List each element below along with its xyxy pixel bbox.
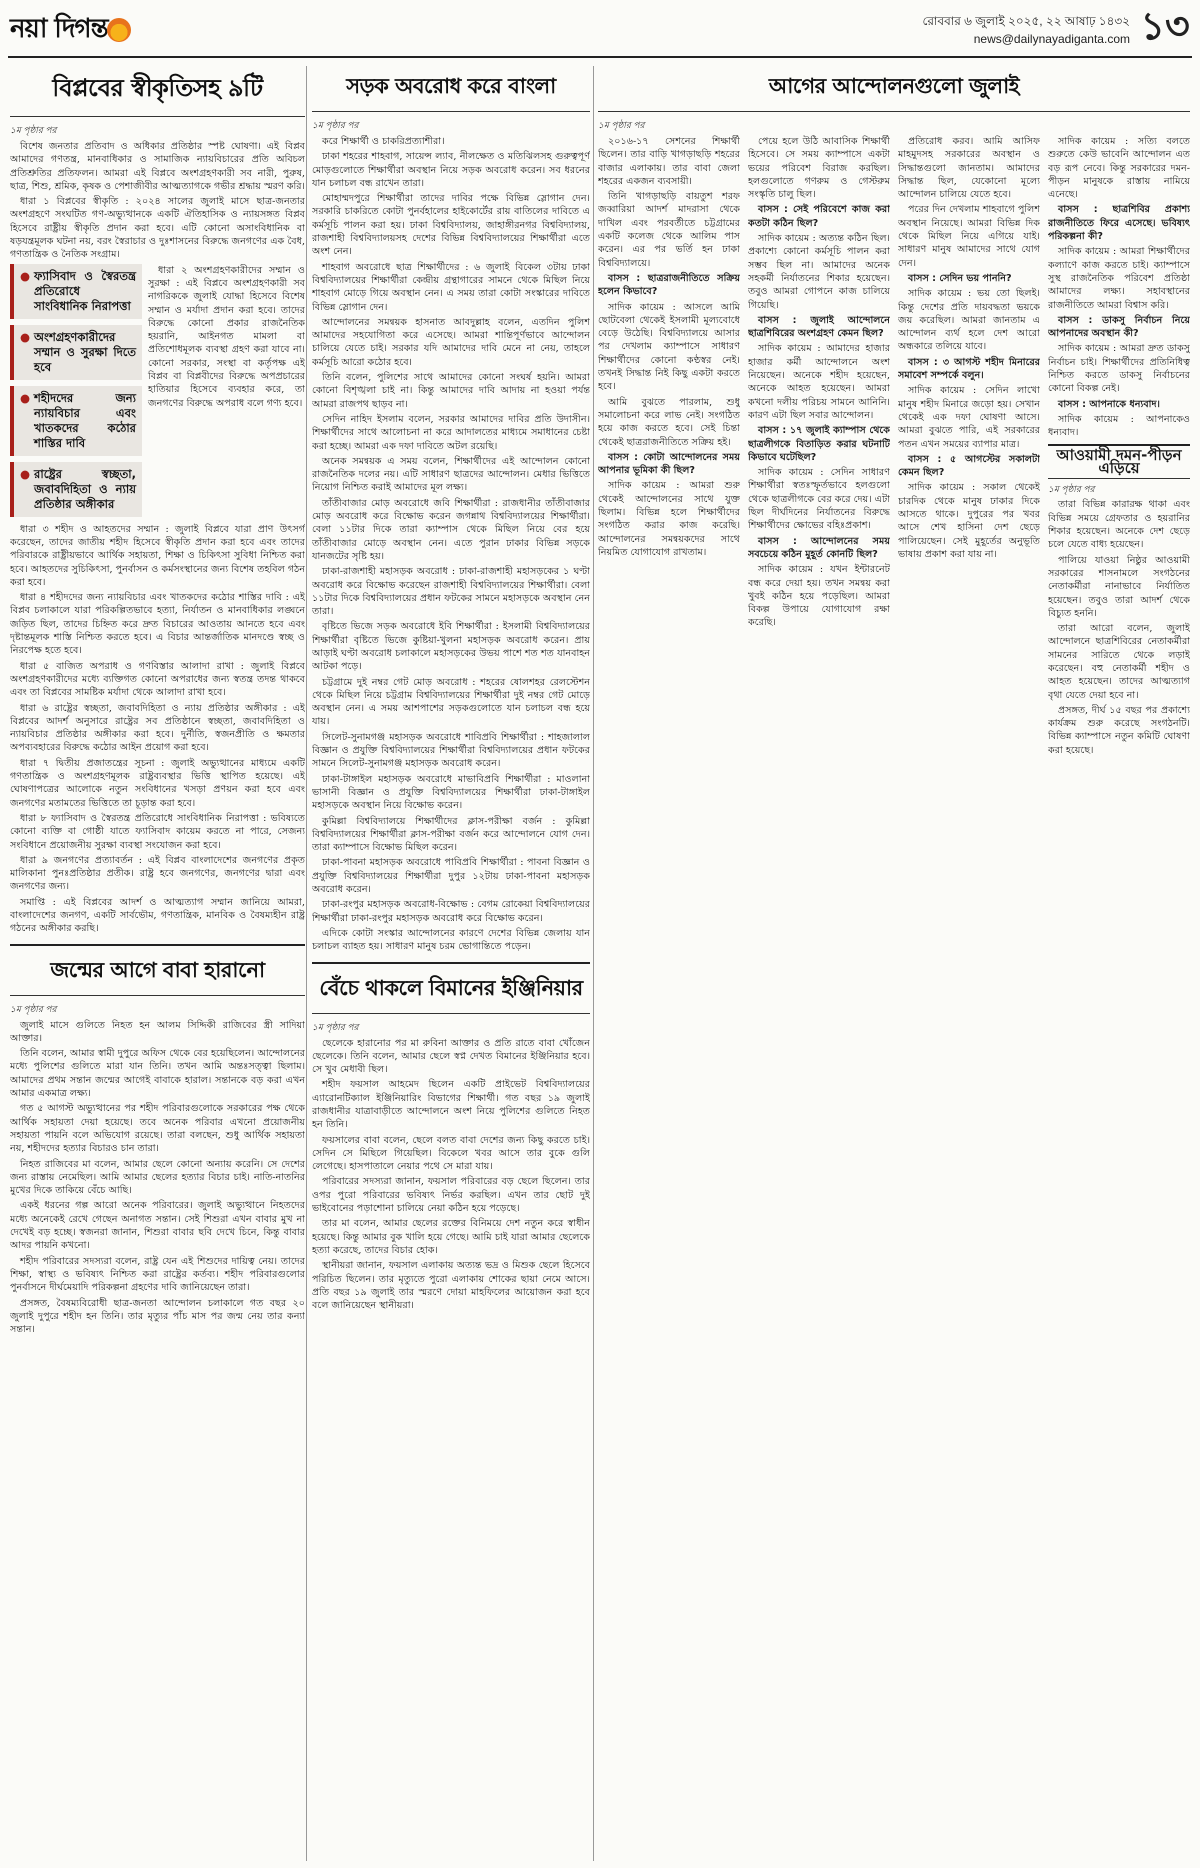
paragraph: ঢাকা শহরের শাহবাগ, সায়েন্স ল্যাব, নীলক্ষেত ও মতিঝিলসহ গুরুত্বপূর্ণ মোড়গুলোতে শিক্ষার্থীরা অবস্থান নিয়ে সড়ক অবরোধ করেন। সব ধরনের যান চলাচল বন্ধ রাখেন তারা। (312, 151, 590, 189)
answer: সাদিক কায়েম : আসলে আমি ছোটবেলা থেকেই ইসলামী মূল্যবোধে বেড়ে উঠেছি। বিশ্ববিদ্যালয়ে আসার পর দেখলাম ক্যাম্পাসে সাধারণ শিক্ষার্থীদের কোনো কণ্ঠস্বর নেই। তখনই সিদ্ধান্ত নিই কিছু একটা করতে হবে। (598, 301, 740, 393)
paragraph: প্রতিরোধ করব। আমি আসিফ মাহমুদসহ সরকারের অবস্থান ও সিদ্ধান্তগুলো জানতাম। আমাদের সিদ্ধান্ত ছিল, যেকোনো মূল্যে আন্দোলন চালিয়ে যেতে হবে। (898, 136, 1040, 201)
paragraph: স্থানীয়রা জানান, ফয়সাল এলাকায় অত্যন্ত ভদ্র ও মিশুক ছেলে হিসেবে পরিচিত ছিলেন। তার মৃত্যুতে পুরো এলাকায় শোকের ছায়া নেমে আসে। প্রতি বছর ১৯ জুলাই তার স্মরণে দোয়া মাহফিলের আয়োজন করা হবে বলে জানিয়েছেন স্থানীয়রা। (312, 1260, 590, 1312)
column-divider (306, 66, 307, 1861)
continuation-note: ১ম পৃষ্ঠার পর (312, 1021, 359, 1032)
paragraph: শাহবাগ অবরোধে ছাত্র শিক্ষার্থীদের : ৬ জুলাই বিকেল ৩টায় ঢাকা বিশ্ববিদ্যালয়ের শিক্ষার্থীরা কেন্দ্রীয় গ্রন্থাগারের সামনে থেকে মিছিল নিয়ে শাহবাগ মোড়ে গিয়ে অবস্থান নেন। এ সময় তারা কোটা সংস্কারের দাবিতে বিভিন্ন স্লোগান দেন। (312, 261, 590, 313)
article-earlier-movements (598, 66, 1190, 133)
highlight-item: ● রাষ্ট্রের স্বচ্ছতা, জবাবদিহিতা ও ন্যায় প্রতিষ্ঠার অঙ্গীকার (10, 462, 142, 517)
paragraph: অনেক সমন্বয়ক এ সময় বলেন, শিক্ষার্থীদের এই আন্দোলন কোনো রাজনৈতিক দলের নয়। এটি সাধারণ ছাত্রদের আন্দোলন। মেধার ভিত্তিতে নিয়োগ নিশ্চিত করাই আমাদের মূল লক্ষ্য। (312, 455, 590, 494)
question: বাসস : জুলাই আন্দোলনে ছাত্রশিবিরের অংশগ্রহণ কেমন ছিল? (748, 314, 890, 340)
paragraph: কুমিল্লা বিশ্ববিদ্যালয়ে শিক্ষার্থীদের ক্লাস-পরীক্ষা বর্জন : কুমিল্লা বিশ্ববিদ্যালয়ের শিক্ষার্থীরা ক্লাস-পরীক্ষা বর্জন করে আন্দোলনে যোগ দেন। তারা ক্যাম্পাসে বিক্ষোভ মিছিল করেন। (312, 815, 590, 854)
bullet-icon: ● (20, 329, 31, 344)
interview-column (1048, 135, 1190, 759)
question: বাসস : আপনাকে ধন্যবাদ। (1058, 398, 1160, 410)
logo-text: নয়া দিগন্ত (10, 14, 108, 44)
bullet-icon: ● (20, 268, 31, 283)
paragraph: ঢাকা-টাঙ্গাইল মহাসড়ক অবরোধে মাভাবিপ্রবি শিক্ষার্থীরা : মাওলানা ভাসানী বিজ্ঞান ও প্রযুক্তি বিশ্ববিদ্যালয়ের শিক্ষার্থীরা ঢাকা-টাঙ্গাইল মহাসড়কে অবস্থান নিয়ে বিক্ষোভ করেন। (312, 773, 590, 812)
interview-columns (598, 135, 1190, 759)
paragraph: বিশেষ জনতার প্রতিবাদ ও অধিকার প্রতিষ্ঠার স্পষ্ট ঘোষণা। এই বিপ্লব আমাদের গণতন্ত্র, মানবাধিকার ও সামাজিক ন্যায়বিচারের প্রতি অবিচল প্রতিশ্রুতির প্রতিফলন। আমরা এই বিপ্লবে অংশগ্রহণকারী সব নারী, পুরুষ, ছাত্র, শিশু, শ্রমিক, কৃষক ও পেশাজীবীর আত্মত্যাগকে গভীর শ্রদ্ধায় স্মরণ করি। (10, 141, 305, 192)
paragraph: শহীদ পরিবারের সদস্যরা বলেন, রাষ্ট্র যেন এই শিশুদের দায়িত্ব নেয়। তাদের শিক্ষা, স্বাস্থ্য ও ভবিষ্যৎ নিশ্চিত করা রাষ্ট্রের কর্তব্য। শহীদ পরিবারগুলোর পুনর্বাসনে দীর্ঘমেয়াদি পরিকল্পনা গ্রহণের দাবি জানিয়েছেন তারা। (10, 1255, 305, 1294)
masthead (0, 0, 1200, 66)
paragraph: ধারা ৭ দ্বিতীয় প্রজাতন্ত্রের সূচনা : জুলাই অভ্যুত্থানের মাধ্যমে একটি গণতান্ত্রিক ও অংশগ্রহণমূলক রাষ্ট্রব্যবস্থার ভিত্তি স্থাপিত হয়েছে। এই ঘোষণাপত্রের আলোকে নতুন সংবিধানের খসড়া প্রণয়ন করা হবে এবং জনগণের মতামতের ভিত্তিতে তা চূড়ান্ত করা হবে। (10, 757, 305, 809)
paragraph: তার মা বলেন, আমার ছেলের রক্তের বিনিময়ে দেশ নতুন করে স্বাধীন হয়েছে। কিন্তু আমার বুক খালি হয়ে গেছে। আমি চাই যারা আমার ছেলেকে হত্যা করেছে, তাদের বিচার হোক। (312, 1218, 590, 1256)
answer: সাদিক কায়েম : ভয় তো ছিলই। কিন্তু দেশের প্রতি দায়বদ্ধতা ভয়কে জয় করেছিল। আমরা জানতাম এ আন্দোলন ব্যর্থ হলে দেশ আরো অন্ধকারে তলিয়ে যাবে। (898, 288, 1040, 353)
paragraph: পরের দিন দেখলাম শাহবাগে পুলিশ অবস্থান নিয়েছে। আমরা বিভিন্ন দিক থেকে মিছিল নিয়ে এগিয়ে যাই। সাধারণ মানুষ আমাদের সাথে যোগ দেন। (898, 204, 1040, 269)
paragraph: শহীদ ফয়সাল আহমেদ ছিলেন একটি প্রাইভেট বিশ্ববিদ্যালয়ের এ্যারোনটিক্যাল ইঞ্জিনিয়ারিং বিভাগের শিক্ষার্থী। গত বছর ১৯ জুলাই রাজধানীর যাত্রাবাড়ীতে আন্দোলনে অংশ নিয়ে পুলিশের গুলিতে নিহত হন তিনি। (312, 1079, 590, 1131)
article-aircraft-engineer (312, 968, 590, 1313)
sun-icon (107, 18, 131, 42)
paragraph: ধারা ৬ রাষ্ট্রের স্বচ্ছতা, জবাবদিহিতা ও ন্যায় প্রতিষ্ঠার অঙ্গীকার : এই বিপ্লবের আদর্শ অনুসারে রাষ্ট্রের সব প্রতিষ্ঠানে স্বচ্ছতা, জবাবদিহিতা ও ন্যায়বিচার প্রতিষ্ঠার অঙ্গীকার করা হবে। দুর্নীতি, স্বজনপ্রীতি ও ক্ষমতার অপব্যবহারের বিরুদ্ধে কঠোর আইন প্রয়োগ করা হবে। (10, 702, 305, 754)
question: বাসস : আন্দোলনের সময় সবচেয়ে কঠিন মুহূর্ত কোনটি ছিল? (748, 535, 890, 560)
paragraph: ধারা ৮ ফ্যাসিবাদ ও স্বৈরতন্ত্র প্রতিরোধে সাংবিধানিক নিরাপত্তা : ভবিষ্যতে কোনো ব্যক্তি বা গোষ্ঠী যাতে ফ্যাসিবাদ কায়েম করতে না পারে, সেজন্য সংবিধানে প্রয়োজনীয় সুরক্ষা ব্যবস্থা সংযোজন করা হবে। (10, 812, 305, 851)
article-road-blockade (312, 66, 590, 954)
paragraph: তিনি খাগড়াছড়ি বায়তুশ শরফ জব্বারিয়া আদর্শ মাদরাসা থেকে দাখিল এবং পরবর্তীতে চট্টগ্রামের একটি কলেজ থেকে আলিম পাস করেন। এর পর ভর্তি হন ঢাকা বিশ্ববিদ্যালয়ে। (598, 191, 740, 269)
paragraph: নিহত রাজিবের মা বলেন, আমার ছেলে কোনো অন্যায় করেনি। সে দেশের জন্য রাস্তায় নেমেছিল। আমি আমার ছেলের হত্যার বিচার চাই। নাতি-নাতনির মুখের দিকে তাকিয়ে বেঁচে আছি। (10, 1158, 305, 1197)
question: বাসস : ১৭ জুলাই ক্যাম্পাস থেকে ছাত্রলীগকে বিতাড়িত করার ঘটনাটি কিভাবে ঘটেছিল? (748, 425, 890, 463)
article-headline[interactable]: জন্মের আগে বাবা হারানো (10, 950, 305, 996)
newspaper-logo[interactable] (10, 8, 135, 52)
article-separator (10, 944, 305, 946)
paragraph: করে শিক্ষার্থী ও চাকরিপ্রত্যাশীরা। (322, 136, 445, 147)
column-1 (10, 66, 305, 1861)
article-body (10, 140, 305, 936)
highlight-item: ● শহীদদের জন্য ন্যায়বিচার এবং খাতকদের কঠোর শাস্তির দাবি (10, 386, 142, 456)
paragraph: ঢাকা-রাজশাহী মহাসড়ক অবরোধ : ঢাকা-রাজশাহী মহাসড়কের ১ ঘণ্টা অবরোধ করে বিক্ষোভ করেছেন রাজশাহী বিশ্ববিদ্যালয়ের শিক্ষার্থীরা। বেলা ১১টার দিকে বিশ্ববিদ্যালয়ের প্রধান ফটকের সামনে মহাসড়কে অবস্থান নেন তারা। (312, 566, 590, 618)
question: বাসস : ৫ আগস্টের সকালটা কেমন ছিল? (898, 453, 1040, 479)
answer: সাদিক কায়েম : আমরা শুরু থেকেই আন্দোলনের সাথে যুক্ত ছিলাম। বিভিন্ন হলে শিক্ষার্থীদের সংগঠিত করার কাজ করেছি। আন্দোলনের সমন্বয়কদের সাথে নিয়মিত যোগাযোগ রাখতাম। (598, 480, 740, 558)
article-headline[interactable]: বেঁচে থাকলে বিমানের ইঞ্জিনিয়ার (312, 968, 590, 1014)
paragraph: একই ধরনের গল্প আরো অনেক পরিবারের। জুলাই অভ্যুত্থানে নিহতদের মধ্যে অনেকেই রেখে গেছেন অনাগত সন্তান। সেই শিশুরা এখন বাবার মুখ না দেখেই বড় হচ্ছে। স্বজনরা জানান, শিশুরা বাবার ছবি দেখে চিনে, কিন্তু বাবার আদর পায়নি কখনো। (10, 1200, 305, 1252)
masthead-rule (8, 56, 1192, 58)
answer: সাদিক কায়েম : আমাদের হাজার হাজার কর্মী আন্দোলনে অংশ নিয়েছেন। অনেকে শহীদ হয়েছেন, অনেকে আহত হয়েছেন। আমরা কখনো দলীয় পরিচয় সামনে আনিনি। কারণ এটা ছিল সবার আন্দোলন। (748, 343, 890, 421)
paragraph: ফয়সালের বাবা বলেন, ছেলে বলত বাবা দেশের জন্য কিছু করতে চাই। সেদিন সে মিছিলে গিয়েছিল। বিকেলে খবর আসে তার বুকে গুলি লেগেছে। হাসপাতালে নেয়ার পথে সে মারা যায়। (312, 1134, 590, 1173)
continuation-note: ১ম পৃষ্ঠার পর (1048, 484, 1095, 495)
paragraph: ধারা ২ অংশগ্রহণকারীদের সম্মান ও সুরক্ষা : এই বিপ্লবে অংশগ্রহণকারী সব নাগরিককে জুলাই যোদ্ধা হিসেবে বিশেষ সম্মান ও মর্যাদা প্রদান করা হবে। তাদের বিরুদ্ধে কোনো প্রকার রাজনৈতিক হয়রানি, আইনগত মামলা বা প্রতিশোধমূলক ব্যবস্থা গ্রহণ করা যাবে না। কোনো সরকার, সংস্থা বা কর্তৃপক্ষ এই বিপ্লব বা বিপ্লবীদের বিরুদ্ধে অপপ্রচারের হাতিয়ার হিসেবে ব্যবহার করে, তা জনগণের বিরুদ্ধে অপরাধ বলে গণ্য হবে। (148, 264, 305, 409)
question: বাসস : সেই পরিবেশে কাজ করা কতটা কঠিন ছিল? (748, 204, 890, 229)
column-divider (593, 66, 594, 1861)
date-line: রোববার ৬ জুলাই ২০২৫, ২২ আষাঢ় ১৪৩২ (922, 14, 1130, 28)
paragraph: ধারা ৫ বাজিত অপরাধ ও গণবিস্তার আলাদা রাখা : জুলাই বিপ্লবে অংশগ্রহণকারীদের মধ্যে ব্যক্তিগত কোনো অপরাধের জন্য স্বতন্ত্র তদন্ত থাকবে এবং তা বিপ্লবের সামষ্টিক মর্যাদা থেকে আলাদা রাখা হবে। (10, 660, 305, 699)
paragraph: ঢাকা-রংপুর মহাসড়ক অবরোধ-বিক্ষোভ : বেগম রোকেয়া বিশ্ববিদ্যালয়ের শিক্ষার্থীরা ঢাকা-রংপুর মহাসড়ক অবরোধ করে বিক্ষোভ করেন। (312, 899, 590, 924)
paragraph: মোহাম্মদপুরে শিক্ষার্থীরা তাদের দাবির পক্ষে বিভিন্ন স্লোগান দেন। সরকারি চাকরিতে কোটা পুনর্বহালের হাইকোর্টের রায় বাতিলের দাবিতে এ কর্মসূচি পালন করা হয়। ঢাকা বিশ্ববিদ্যালয়, জাহাঙ্গীরনগর বিশ্ববিদ্যালয়, রাজশাহী বিশ্ববিদ্যালয়সহ দেশের বিভিন্ন বিশ্ববিদ্যালয়ের শিক্ষার্থীরা এতে অংশ নেন। (312, 193, 590, 258)
paragraph: আন্দোলনের সমন্বয়ক হাসনাত আবদুল্লাহ বলেন, এতদিন পুলিশ আমাদের সহযোগিতা করে এসেছে। আমরা শান্তিপূর্ণভাবে আন্দোলন চালিয়ে যেতে চাই। সরকার যদি আমাদের দাবি মেনে না নেয়, তাহলে কর্মসূচি আরো কঠোর হবে। (312, 316, 590, 368)
article-headline[interactable]: বিপ্লবের স্বীকৃতিসহ ৯টি (10, 66, 305, 117)
article-headline[interactable]: আগের আন্দোলনগুলো জুলাই (598, 66, 1190, 112)
continuation-note: ১ম পৃষ্ঠার পর (10, 1003, 57, 1014)
answer: সাদিক কায়েম : সকাল থেকেই চারদিক থেকে মানুষ ঢাকার দিকে আসতে থাকে। দুপুরের পর খবর আসে শেখ হাসিনা দেশ ছেড়ে পালিয়েছেন। সেই মুহূর্তের অনুভূতি ভাষায় প্রকাশ করা যায় না। (898, 482, 1040, 560)
column-3 (598, 66, 1190, 1861)
question: বাসস : সেদিন ভয় পাননি? (908, 272, 1012, 284)
paragraph: ধারা ১ বিপ্লবের স্বীকৃতি : ২০২৪ সালের জুলাই মাসে ছাত্র-জনতার অংশগ্রহণে সংঘটিত গণ-অভ্যুত্থানকে একটি ঐতিহাসিক ও ন্যায়সঙ্গত বিপ্লব হিসেবে রাষ্ট্রীয় স্বীকৃতি প্রদান করা হবে। এটি কোনো অসাংবিধানিক বা ষড়যন্ত্রমূলক ঘটনা নয়, বরং স্বৈরাচার ও দুঃশাসনের বিরুদ্ধে জনগণের এক বৈধ, গণতান্ত্রিক ও নৈতিক সংগ্রাম। (10, 196, 305, 261)
continuation-note: ১ম পৃষ্ঠার পর (10, 125, 57, 135)
paragraph: পেয়ে হলে উঠি আবাসিক শিক্ষার্থী হিসেবে। সে সময় ক্যাম্পাসে একটা ভয়ের পরিবেশ বিরাজ করছিল। হলগুলোতে গণরুম ও গেস্টরুম সংস্কৃতি চালু ছিল। (748, 136, 890, 201)
paragraph: তারা আরো বলেন, জুলাই আন্দোলনে ছাত্রশিবিরের নেতাকর্মীরা সামনের সারিতে থেকে লড়াই করেছেন। বহু নেতাকর্মী শহীদ ও আহত হয়েছেন। তাদের আত্মত্যাগ বৃথা যেতে দেয়া হবে না। (1048, 623, 1190, 701)
paragraph: সেদিন নাহিদ ইসলাম বলেন, সরকার আমাদের দাবির প্রতি উদাসীন। শিক্ষার্থীদের সাথে আলোচনা না করে আদালতের মাধ্যমে সমাধানের চেষ্টা করা হচ্ছে। আমরা এক দফা দাবিতে অটল রয়েছি। (312, 413, 590, 452)
paragraph: ধারা ৪ শহীদদের জন্য ন্যায়বিচার এবং খাতকদের কঠোর শাস্তির দাবি : এই বিপ্লব চলাকালে যারা পরিকল্পিতভাবে হত্যা, নির্যাতন ও মানবাধিকার লঙ্ঘনে জড়িত ছিল, তাদের চিহ্নিত করে দ্রুত বিচারের আওতায় আনতে হবে এবং দৃষ্টান্তমূলক শাস্তি নিশ্চিত করতে হবে। এ বিচার আন্তর্জাতিক মানদণ্ডে স্বচ্ছ ও নিরপেক্ষ হতে হবে। (10, 592, 305, 657)
interview-column (898, 135, 1040, 759)
answer: সাদিক কায়েম : সেদিন লাখো মানুষ শহীদ মিনারে জড়ো হয়। সেখান থেকেই এক দফা ঘোষণা আসে। আমরা বুঝতে পারি, এই সরকারের পতন এখন সময়ের ব্যাপার মাত্র। (898, 385, 1040, 450)
paragraph: ঢাকা-পাবনা মহাসড়ক অবরোধে পাবিপ্রবি শিক্ষার্থীরা : পাবনা বিজ্ঞান ও প্রযুক্তি বিশ্ববিদ্যালয়ের শিক্ষার্থীরা দুপুর ১২টায় ঢাকা-পাবনা মহাসড়ক অবরোধ করেন। (312, 857, 590, 896)
email-line[interactable]: news@dailynayadiganta.com (973, 32, 1130, 46)
answer: সাদিক কায়েম : অত্যন্ত কঠিন ছিল। প্রকাশ্যে কোনো কর্মসূচি পালন করা সম্ভব ছিল না। আমাদের অনেক সহকর্মী নির্যাতনের শিকার হয়েছেন। তবুও আমরা গোপনে কাজ চালিয়ে গিয়েছি। (748, 233, 890, 311)
question: বাসস : কোটা আন্দোলনের সময় আপনার ভূমিকা কী ছিল? (598, 451, 740, 477)
question: বাসস : ডাকসু নির্বাচন নিয়ে আপনাদের অবস্থান কী? (1048, 314, 1190, 340)
answer: সাদিক কায়েম : সত্যি বলতে শুরুতে কেউ ভাবেনি আন্দোলন এত বড় রূপ নেবে। কিন্তু সরকারের দমন-পীড়ন মানুষকে রাস্তায় নামিয়ে এনেছে। (1048, 136, 1190, 201)
paragraph: পরিবারের সদস্যরা জানান, ফয়সাল পরিবারের বড় ছেলে ছিলেন। তার ওপর পুরো পরিবারের ভবিষ্যৎ নির্ভর করছিল। এখন তার ছোট দুই ভাইবোনের পড়াশোনা চালিয়ে নেয়া কঠিন হয়ে পড়েছে। (312, 1176, 590, 1215)
article-lost-father (10, 950, 305, 1337)
paragraph: এদিকে কোটা সংস্কার আন্দোলনের কারণে দেশের বিভিন্ন জেলায় যান চলাচল ব্যাহত হয়। সাধারণ মানুষ চরম ভোগান্তিতে পড়েন। (312, 927, 590, 953)
interview-column (748, 135, 890, 759)
bullet-icon: ● (20, 466, 31, 481)
answer: সাদিক কায়েম : আমরা শিক্ষার্থীদের কল্যাণে কাজ করতে চাই। ক্যাম্পাসে সুস্থ রাজনৈতিক পরিবেশ প্রতিষ্ঠা আমাদের লক্ষ্য। সহাবস্থানের রাজনীতিতে আমরা বিশ্বাস করি। (1048, 246, 1190, 311)
paragraph: পালিয়ে যাওয়া নিষ্ঠুর আওয়ামী সরকারের শাসনামলে সংগঠনের নেতাকর্মীরা নানাভাবে নির্যাতিত হয়েছেন। তবুও তারা আদর্শ থেকে বিচ্যুত হননি। (1048, 554, 1190, 619)
question: বাসস : ছাত্ররাজনীতিতে সক্রিয় হলেন কিভাবে? (598, 272, 740, 298)
paragraph: তাঁতীবাজার মোড় অবরোধে জবি শিক্ষার্থীরা : রাজধানীর তাঁতীবাজার মোড় অবরোধ করে বিক্ষোভ করেন জগন্নাথ বিশ্ববিদ্যালয়ের শিক্ষার্থীরা। বেলা ১১টার দিকে তারা ক্যাম্পাস থেকে মিছিল নিয়ে বের হয়ে তাঁতীবাজার মোড়ে অবস্থান নেন। এতে পুরান ঢাকার বিভিন্ন সড়কে যানজটের সৃষ্টি হয়। (312, 497, 590, 562)
paragraph: ধারা ৩ শহীদ ও আহতদের সম্মান : জুলাই বিপ্লবে যারা প্রাণ উৎসর্গ করেছেন, তাদের জাতীয় শহীদ হিসেবে স্বীকৃতি প্রদান করা হবে এবং তাদের পরিবারকে রাষ্ট্রীয়ভাবে আর্থিক সহায়তা, শিক্ষা ও চিকিৎসা সুবিধা নিশ্চিত করা হবে। আহতদের সুচিকিৎসা, পুনর্বাসন ও কর্মসংস্থানের জন্য বিশেষ তহবিল গঠন করা হবে। (10, 523, 305, 588)
article-declaration (10, 66, 305, 936)
article-separator (312, 962, 590, 964)
paragraph: ২০১৬-১৭ সেশনের শিক্ষার্থী ছিলেন। তার বাড়ি খাগড়াছড়ি শহরের বাজার এলাকায়। তার বাবা জেলা শহরের একজন ব্যবসায়ী। (598, 136, 740, 187)
paragraph: তারা বিভিন্ন কারারক্ষ থাকা এবং বিভিন্ন সময়ে গ্রেফতার ও হয়রানির শিকার হয়েছেন। অনেকে দেশ ছেড়ে চলে যেতে বাধ্য হয়েছেন। (1048, 499, 1190, 551)
highlight-item: ● ফ্যাসিবাদ ও স্বৈরতন্ত্র প্রতিরোধে সাংবিধানিক নিরাপত্তা (10, 264, 142, 319)
answer: সাদিক কায়েম : যখন ইন্টারনেট বন্ধ করে দেয়া হয়। তখন সমন্বয় করা খুবই কঠিন হয়ে পড়েছিল। আমরা বিকল্প উপায়ে যোগাযোগ রক্ষা করেছি। (748, 564, 890, 629)
paragraph: তিনি বলেন, পুলিশের সাথে আমাদের কোনো সংঘর্ষ হয়নি। আমরা কোনো বিশৃঙ্খলা চাই না। কিন্তু আমাদের দাবি আদায় না হওয়া পর্যন্ত আমরা রাজপথ ছাড়ব না। (312, 372, 590, 410)
paragraph: চট্টগ্রামে দুই নম্বর গেট মোড় অবরোধ : শহরের ষোলশহর রেলস্টেশন থেকে মিছিল নিয়ে চট্টগ্রাম বিশ্ববিদ্যালয়ের শিক্ষার্থীরা দুই নম্বর গেট মোড়ে অবস্থান নেন। এ সময় আশপাশের সড়কগুলোতে যান চলাচল বন্ধ হয়ে যায়। (312, 676, 590, 728)
answer: সাদিক কায়েম : সেদিন সাধারণ শিক্ষার্থীরা স্বতঃস্ফূর্তভাবে হলগুলো থেকে ছাত্রলীগকে বের করে দেয়। এটা ছিল দীর্ঘদিনের নির্যাতনের বিরুদ্ধে শিক্ষার্থীদের ক্ষোভের বহিঃপ্রকাশ। (748, 467, 890, 532)
paragraph: প্রসঙ্গত, বৈষম্যবিরোধী ছাত্র-জনতা আন্দোলন চলাকালে গত বছর ২০ জুলাই দুপুরে শহীদ হন তিনি। তার মৃত্যুর পাঁচ মাস পর জন্ম নেয় তার কন্যা সন্তান। (10, 1297, 305, 1336)
question: বাসস : ছাত্রশিবির প্রকাশ্য রাজনীতিতে ফিরে এসেছে। ভবিষ্যৎ পরিকল্পনা কী? (1048, 204, 1190, 243)
article-headline[interactable]: সড়ক অবরোধ করে বাংলা (312, 66, 590, 112)
bullet-icon: ● (20, 390, 31, 405)
answer: সাদিক কায়েম : আমরা দ্রুত ডাকসু নির্বাচন চাই। শিক্ষার্থীদের প্রতিনিধিত্ব নিশ্চিত করতে ডাকসু নির্বাচনের কোনো বিকল্প নেই। (1048, 343, 1190, 395)
answer: সাদিক কায়েম : আপনাকেও ধন্যবাদ। (1048, 413, 1190, 439)
paragraph: সমাপ্তি : এই বিপ্লবের আদর্শ ও আত্মত্যাগ সম্মান জানিয়ে আমরা, বাংলাদেশের জনগণ, একটি সার্বভৌম, গণতান্ত্রিক, মানবিক ও বৈষম্যহীন রাষ্ট্র গঠনের অঙ্গীকার করছি। (10, 896, 305, 935)
article-body (312, 135, 590, 954)
article-body (10, 1019, 305, 1337)
page-number: ১৩ (1140, 4, 1190, 48)
continuation-note: ১ম পৃষ্ঠার পর (312, 120, 359, 130)
question: বাসস : ৩ আগস্ট শহীদ মিনারের সমাবেশ সম্পর্কে বলুন। (898, 356, 1040, 382)
paragraph: বৃষ্টিতে ভিজে সড়ক অবরোধে ইবি শিক্ষার্থীরা : ইসলামী বিশ্ববিদ্যালয়ের শিক্ষার্থীরা বৃষ্টিতে ভিজে কুষ্টিয়া-খুলনা মহাসড়ক অবরোধ করেন। প্রায় আড়াই ঘণ্টা অবরোধ চলাকালে মহাসড়কের উভয় পাশে শত শত যানবাহন আটকা পড়ে। (312, 621, 590, 673)
paragraph: জুলাই মাসে গুলিতে নিহত হন আলম সিদ্দিকী রাজিবের স্ত্রী সাদিয়া আক্তার। (10, 1019, 305, 1044)
interview-column (598, 135, 740, 759)
paragraph: প্রসঙ্গত, দীর্ঘ ১৫ বছর পর প্রকাশ্যে কার্যক্রম শুরু করেছে সংগঠনটি। বিভিন্ন ক্যাম্পাসে নতুন কমিটি ঘোষণা করা হয়েছে। (1048, 704, 1190, 756)
paragraph: ছেলেকে হারানোর পর মা রুবিনা আক্তার ও প্রতি রাতে বাবা খোঁজেন ছেলেকে। তিনি বলেন, আমার ছেলে স্বপ্ন দেখত বিমানের ইঞ্জিনিয়ার হবে। সে খুব মেধাবী ছিল। (312, 1037, 590, 1076)
highlight-list (10, 264, 142, 523)
paragraph: সিলেট-সুনামগঞ্জ মহাসড়ক অবরোধে শাবিপ্রবি শিক্ষার্থীরা : শাহজালাল বিজ্ঞান ও প্রযুক্তি বিশ্ববিদ্যালয়ের শিক্ষার্থীরা বিশ্ববিদ্যালয়ের প্রধান ফটকের সামনে সিলেট-সুনামগঞ্জ মহাসড়ক অবরোধ করেন। (312, 731, 590, 770)
paragraph: ধারা ৯ জনগণের প্রত্যাবর্তন : এই বিপ্লব বাংলাদেশের জনগণের প্রকৃত মালিকানা পুনঃপ্রতিষ্ঠার প্রতীক। রাষ্ট্র হবে জনগণের, জনগণের দ্বারা এবং জনগণের জন্য। (10, 854, 305, 893)
continuation-note: ১ম পৃষ্ঠার পর (598, 120, 645, 130)
paragraph: তিনি বলেন, আমার স্বামী দুপুরে অফিস থেকে বের হয়েছিলেন। আন্দোলনের মধ্যে পুলিশের গুলিতে মারা যান তিনি। তখন আমি অন্তঃসত্ত্বা ছিলাম। আমাদের প্রথম সন্তান জন্মের আগেই বাবাকে হারাল। সন্তানকে বড় করা এখন আমার একমাত্র লক্ষ্য। (10, 1048, 305, 1100)
paragraph: আমি বুঝতে পারলাম, শুধু সমালোচনা করে লাভ নেই। সংগঠিত হয়ে কাজ করতে হবে। সেই চিন্তা থেকেই ছাত্ররাজনীতিতে সক্রিয় হই। (598, 396, 740, 448)
paragraph: গত ৫ আগস্ট অভ্যুত্থানের পর শহীদ পরিবারগুলোকে সরকারের পক্ষ থেকে আর্থিক সহায়তা দেয়া হয়েছে। তবে অনেক পরিবার এখনো প্রয়োজনীয় সহায়তা পায়নি বলে অভিযোগ রয়েছে। তারা বলছেন, শুধু আর্থিক সহায়তা নয়, শহীদদের হত্যার বিচারও চান তারা। (10, 1103, 305, 1155)
masthead-center (220, 12, 780, 44)
article-body (312, 1037, 590, 1313)
article-headline[interactable]: আওয়ামী দমন-পীড়ন এড়িয়ে (1048, 444, 1190, 480)
column-2 (312, 66, 590, 1861)
highlight-item: ● অংশগ্রহণকারীদের সম্মান ও সুরক্ষা দিতে হবে (10, 325, 142, 380)
masthead-date (922, 12, 1130, 48)
